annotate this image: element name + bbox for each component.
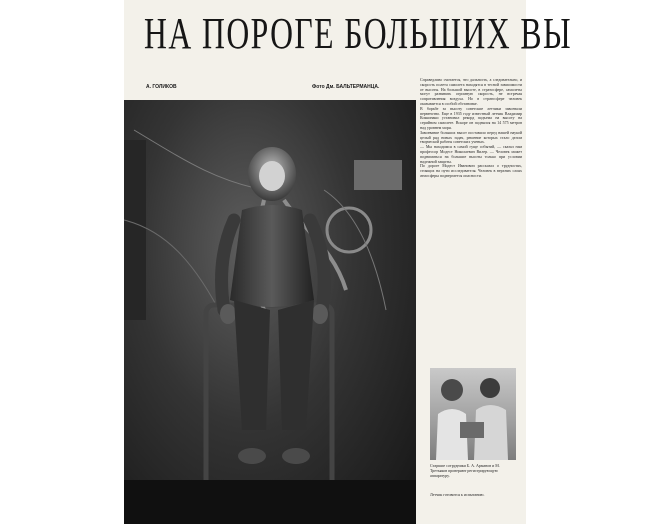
- inset-photo: [430, 368, 516, 460]
- magazine-page: [124, 0, 573, 524]
- paragraph: По дороге Модест Иванович рассказал о трудностях, стоящих на пути исследователя. Человек в верхних слоях атмосферы подвергается опасности.: [420, 163, 522, 178]
- article-column: [420, 78, 522, 368]
- paragraph: Завоевание больших высот поставило перед нашей наукой целый ряд новых задач, решение которых стало делом творческой работы советских ученых.: [420, 129, 522, 145]
- paragraph: В борьбе за высоту советские летчики завоевали первенство. Еще в 1935 году известный летчик Владимир Коккинаки установил рекорд подъема на высоту на серийном самолете. Вскоре он поднялся на 14 575 метров над уровнем моря.: [420, 105, 522, 130]
- author-byline: А. ГОЛИКОВ: [146, 84, 177, 90]
- headline: НА ПОРОГЕ БОЛЬШИХ ВЫ: [144, 9, 573, 58]
- main-caption: Летчик готовится к испытанию.: [430, 492, 485, 497]
- photo-credit: Фото Дм. БАЛЬТЕРМАНЦА.: [312, 84, 380, 90]
- pressure-suit-figure: [124, 100, 416, 524]
- paragraph: Справедливо считается, что дальность, а следовательно, и скорость полета самолета находятся в тесной зависимости от высоты. На большой высоте, в стратосфере, самолеты могут развивать огромную скорость, не встречая сопротивления воздуха. Но в стратосфере человек оказывается в особой обстановке.: [420, 77, 522, 106]
- inset-caption: Старшие сотрудники Б. А. Арманов и М. Третьяков проверяют регистрирующую аппаратуру.: [430, 463, 500, 478]
- main-photo: [124, 100, 416, 524]
- paragraph: — Мы находимся в самой гуще событий, — сказал нам профессор Модест Николаевич Вилер. — Человек может подниматься на большие высоты только при условии надежной защиты.: [420, 144, 522, 164]
- scientists-figure: [430, 368, 516, 460]
